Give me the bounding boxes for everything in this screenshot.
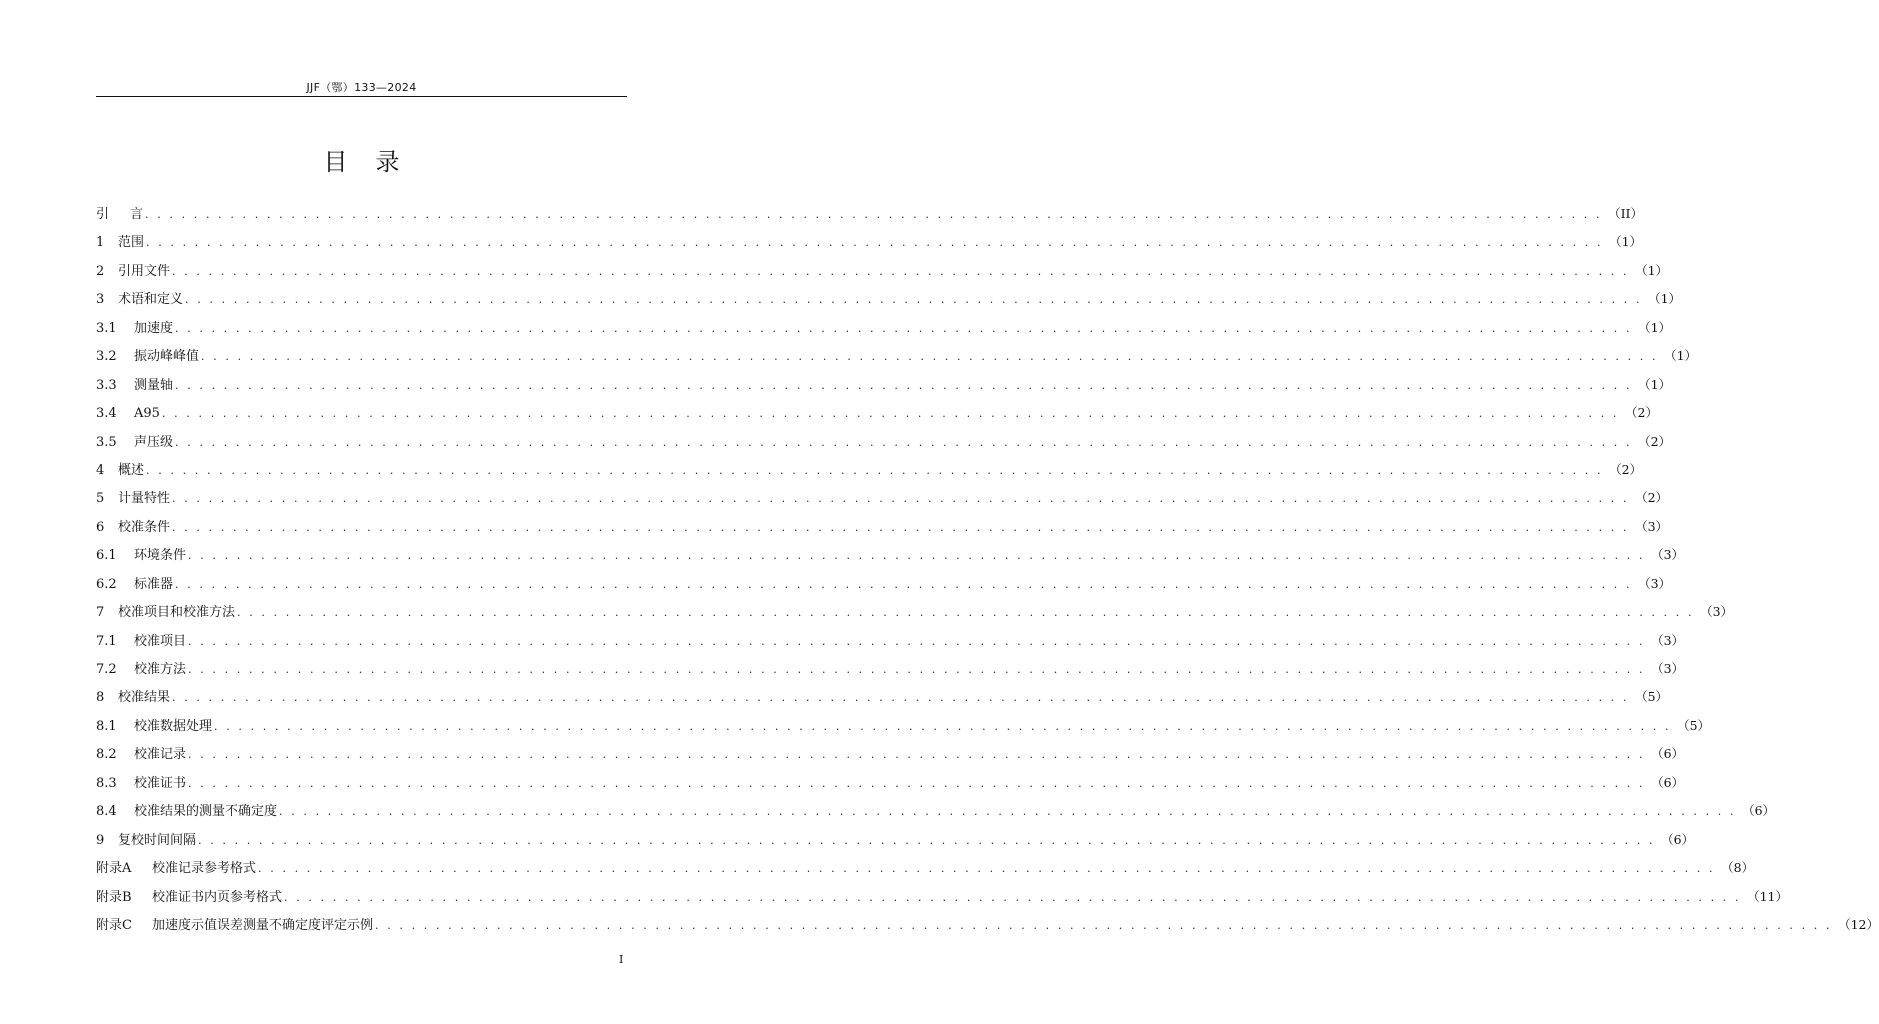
toc-entry[interactable] bbox=[96, 683, 1669, 711]
toc-dot-leader: . . . . . . . . . . . . . . . . . . . . . . . . . . . . . . . . . . . . . . . . . . . . . . . . . . . . . . . . . . . . . . . . . . . . . . . . . . . . . . . . . . . . . . . . . . . . . . . . . . . . . . . . . . . . . . . . . . . . . . . . bbox=[172, 492, 1630, 506]
toc-dot-leader: . . . . . . . . . . . . . . . . . . . . . . . . . . . . . . . . . . . . . . . . . . . . . . . . . . . . . . . . . . . . . . . . . . . . . . . . . . . . . . . . . . . . . . . . . . . . . . . . . . . . . . . . . . . . . . . . . . . . . . . . bbox=[146, 236, 1604, 250]
toc-entry-number: 附录C bbox=[96, 917, 132, 933]
toc-dot-leader: . . . . . . . . . . . . . . . . . . . . . . . . . . . . . . . . . . . . . . . . . . . . . . . . . . . . . . . . . . . . . . . . . . . . . . . . . . . . . . . . . . . . . . . . . . . . . . . . . . . . . . . . . . . . . . . . . . . . . . . . bbox=[146, 463, 1604, 477]
toc-entry-number: 6.1 bbox=[96, 548, 117, 564]
toc-entry[interactable] bbox=[96, 314, 1672, 342]
toc-entry-title bbox=[96, 884, 282, 912]
toc-entry-label: 校准证书内页参考格式 bbox=[152, 889, 283, 905]
toc-entry-number: 附录B bbox=[96, 889, 132, 905]
toc-entry[interactable] bbox=[96, 627, 1685, 655]
toc-entry-number: 4 bbox=[96, 462, 105, 478]
toc-entry-page: （3） bbox=[1700, 604, 1734, 620]
toc-entry-title bbox=[96, 201, 143, 229]
toc-entry-page: （6） bbox=[1742, 803, 1776, 819]
toc-entry-label: A95 bbox=[134, 406, 160, 422]
toc-entry[interactable] bbox=[96, 598, 1734, 626]
toc-entry-title bbox=[96, 571, 173, 599]
toc-entry[interactable] bbox=[96, 883, 1789, 911]
toc-entry[interactable] bbox=[96, 342, 1698, 370]
toc-dot-leader: . . . . . . . . . . . . . . . . . . . . . . . . . . . . . . . . . . . . . . . . . . . . . . . . . . . . . . . . . . . . . . . . . . . . . . . . . . . . . . . . . . . . . . . . . . . . . . . . . . . . . . . . . . . . . . . . . . . . . . . . bbox=[145, 208, 1603, 221]
toc-entry-title bbox=[96, 713, 212, 741]
toc-entry-title bbox=[96, 315, 173, 343]
toc-entry-page: （1） bbox=[1664, 348, 1698, 364]
toc-entry-label: 复校时间间隔 bbox=[118, 832, 197, 848]
toc-entry[interactable] bbox=[96, 228, 1643, 256]
toc-entry-title bbox=[96, 912, 373, 940]
toc-entry-page: （3） bbox=[1651, 661, 1685, 676]
toc-dot-leader: . . . . . . . . . . . . . . . . . . . . . . . . . . . . . . . . . . . . . . . . . . . . . . . . . . . . . . . . . . . . . . . . . . . . . . . . . . . . . . . . . . . . . . . . . . . . . . . . . . . . . . . . . . . . . . . . . . . . . . . . bbox=[188, 663, 1646, 676]
toc-entry-label: 校准记录 bbox=[134, 747, 187, 763]
toc-entry-label: 标准器 bbox=[134, 576, 174, 592]
toc-dot-leader: . . . . . . . . . . . . . . . . . . . . . . . . . . . . . . . . . . . . . . . . . . . . . . . . . . . . . . . . . . . . . . . . . . . . . . . . . . . . . . . . . . . . . . . . . . . . . . . . . . . . . . . . . . . . . . . . . . . . . . . . bbox=[188, 549, 1646, 563]
toc-entry-number: 1 bbox=[96, 235, 105, 251]
toc-entry-page: （1） bbox=[1638, 376, 1672, 392]
toc-entry-number: 6 bbox=[96, 519, 105, 535]
toc-entry-title bbox=[96, 229, 144, 257]
toc-dot-leader: . . . . . . . . . . . . . . . . . . . . . . . . . . . . . . . . . . . . . . . . . . . . . . . . . . . . . . . . . . . . . . . . . . . . . . . . . . . . . . . . . . . . . . . . . . . . . . . . . . . . . . . . . . . . . . . . . . . . . . . . bbox=[258, 862, 1716, 876]
running-header: JJF（鄂）133—2024 bbox=[306, 81, 417, 94]
toc-entry-number: 9 bbox=[96, 832, 105, 848]
toc-dot-leader: . . . . . . . . . . . . . . . . . . . . . . . . . . . . . . . . . . . . . . . . . . . . . . . . . . . . . . . . . . . . . . . . . . . . . . . . . . . . . . . . . . . . . . . . . . . . . . . . . . . . . . . . . . . . . . . . . . . . . . . . bbox=[172, 520, 1630, 534]
toc-dot-leader: . . . . . . . . . . . . . . . . . . . . . . . . . . . . . . . . . . . . . . . . . . . . . . . . . . . . . . . . . . . . . . . . . . . . . . . . . . . . . . . . . . . . . . . . . . . . . . . . . . . . . . . . . . . . . . . . . . . . . . . . bbox=[175, 378, 1633, 392]
toc-entry-label: 校准记录参考格式 bbox=[152, 861, 257, 877]
header-rule bbox=[96, 96, 627, 97]
toc-entry[interactable] bbox=[96, 513, 1669, 541]
toc-entry[interactable] bbox=[96, 456, 1643, 484]
toc-entry[interactable] bbox=[96, 200, 1643, 228]
toc-entry-label: 计量特性 bbox=[118, 491, 171, 507]
toc-entry-title bbox=[96, 343, 199, 371]
toc-entry-label: 加速度 bbox=[134, 320, 174, 336]
toc-entry-label: 校准方法 bbox=[134, 662, 187, 677]
toc-entry-page: （11） bbox=[1747, 888, 1789, 904]
toc-entry-label: 范围 bbox=[118, 235, 145, 251]
toc-entry-label: 校准证书 bbox=[134, 775, 187, 791]
toc-entry-title bbox=[96, 286, 183, 314]
toc-entry-number: 3.1 bbox=[96, 320, 117, 336]
toc-entry-number: 8 bbox=[96, 690, 105, 706]
toc-entry-page: （2） bbox=[1638, 433, 1672, 449]
toc-dot-leader: . . . . . . . . . . . . . . . . . . . . . . . . . . . . . . . . . . . . . . . . . . . . . . . . . . . . . . . . . . . . . . . . . . . . . . . . . . . . . . . . . . . . . . . . . . . . . . . . . . . . . . . . . . . . . . . . . . . . . . . . bbox=[201, 350, 1659, 364]
toc-dot-leader: . . . . . . . . . . . . . . . . . . . . . . . . . . . . . . . . . . . . . . . . . . . . . . . . . . . . . . . . . . . . . . . . . . . . . . . . . . . . . . . . . . . . . . . . . . . . . . . . . . . . . . . . . . . . . . . . . . . . . . . . bbox=[284, 890, 1742, 904]
toc-entry-title bbox=[96, 798, 277, 826]
toc-entry-label: 校准项目和校准方法 bbox=[118, 605, 236, 621]
toc-entry-number: 5 bbox=[96, 491, 105, 507]
toc-entry[interactable] bbox=[96, 740, 1685, 768]
toc-entry[interactable] bbox=[96, 826, 1695, 854]
toc-entry-page: （8） bbox=[1721, 860, 1755, 876]
toc-entry-page: （6） bbox=[1661, 831, 1695, 847]
toc-dot-leader: . . . . . . . . . . . . . . . . . . . . . . . . . . . . . . . . . . . . . . . . . . . . . . . . . . . . . . . . . . . . . . . . . . . . . . . . . . . . . . . . . . . . . . . . . . . . . . . . . . . . . . . . . . . . . . . . . . . . . . . . bbox=[214, 719, 1672, 733]
toc-entry-title bbox=[96, 429, 173, 457]
toc-entry-page: （3） bbox=[1651, 632, 1685, 648]
toc-entry[interactable] bbox=[96, 371, 1672, 399]
toc-entry-number: 8.4 bbox=[96, 804, 117, 820]
toc-entry-page: （2） bbox=[1625, 405, 1658, 421]
toc-entry-title bbox=[96, 372, 173, 400]
toc-entry-number: 6.2 bbox=[96, 576, 117, 592]
toc-entry-title bbox=[96, 485, 170, 513]
toc-entry[interactable] bbox=[96, 797, 1776, 825]
toc-entry[interactable] bbox=[96, 911, 1879, 939]
toc-dot-leader: . . . . . . . . . . . . . . . . . . . . . . . . . . . . . . . . . . . . . . . . . . . . . . . . . . . . . . . . . . . . . . . . . . . . . . . . . . . . . . . . . . . . . . . . . . . . . . . . . . . . . . . . . . . . . . . . . . . . . . . . bbox=[188, 776, 1646, 790]
toc-dot-leader: . . . . . . . . . . . . . . . . . . . . . . . . . . . . . . . . . . . . . . . . . . . . . . . . . . . . . . . . . . . . . . . . . . . . . . . . . . . . . . . . . . . . . . . . . . . . . . . . . . . . . . . . . . . . . . . . . . . . . . . . bbox=[198, 833, 1656, 847]
toc-entry-number: 8.2 bbox=[96, 747, 117, 763]
toc-entry-label: 校准数据处理 bbox=[134, 718, 213, 734]
page-title: 目录 bbox=[323, 148, 428, 176]
toc-entry-page: （3） bbox=[1635, 518, 1669, 534]
toc-entry[interactable] bbox=[96, 285, 1682, 313]
toc-entry-number: 8.1 bbox=[96, 718, 117, 734]
toc-entry-number: 3 bbox=[96, 292, 105, 308]
toc-entry-label: 校准结果 bbox=[118, 690, 171, 706]
toc-dot-leader: . . . . . . . . . . . . . . . . . . . . . . . . . . . . . . . . . . . . . . . . . . . . . . . . . . . . . . . . . . . . . . . . . . . . . . . . . . . . . . . . . . . . . . . . . . . . . . . . . . . . . . . . . . . . . . . . . . . . . . . . bbox=[172, 691, 1630, 705]
toc-entry-label: 声压级 bbox=[134, 434, 174, 450]
toc-entry-page: （1） bbox=[1609, 234, 1643, 250]
toc-entry-title bbox=[96, 684, 170, 712]
page-number: I bbox=[619, 953, 624, 966]
toc-dot-leader: . . . . . . . . . . . . . . . . . . . . . . . . . . . . . . . . . . . . . . . . . . . . . . . . . . . . . . . . . . . . . . . . . . . . . . . . . . . . . . . . . . . . . . . . . . . . . . . . . . . . . . . . . . . . . . . . . . . . . . . . bbox=[279, 805, 1737, 819]
toc-entry-page: （6） bbox=[1651, 746, 1685, 762]
toc-entry-label: 振动峰峰值 bbox=[134, 349, 200, 365]
toc-entry-title bbox=[96, 827, 196, 855]
toc-entry-number: 附录A bbox=[96, 861, 132, 877]
toc-entry[interactable] bbox=[96, 655, 1685, 683]
toc-entry-page: （12） bbox=[1838, 916, 1879, 932]
toc-entry-number: 2 bbox=[96, 263, 105, 279]
toc-entry-page: （II） bbox=[1608, 206, 1643, 221]
toc-entry[interactable] bbox=[96, 570, 1672, 598]
toc-entry-number: 引 bbox=[96, 207, 110, 222]
toc-entry-page: （5） bbox=[1677, 717, 1711, 733]
toc-entry-page: （6） bbox=[1651, 774, 1685, 790]
toc-entry[interactable] bbox=[96, 541, 1685, 569]
toc-entry-title bbox=[96, 628, 186, 656]
toc-entry-number: 7.1 bbox=[96, 633, 117, 649]
toc-entry-title bbox=[96, 514, 170, 542]
toc-dot-leader: . . . . . . . . . . . . . . . . . . . . . . . . . . . . . . . . . . . . . . . . . . . . . . . . . . . . . . . . . . . . . . . . . . . . . . . . . . . . . . . . . . . . . . . . . . . . . . . . . . . . . . . . . . . . . . . . . . . . . . . . bbox=[188, 748, 1646, 762]
toc-entry-number: 7.2 bbox=[96, 662, 117, 677]
toc-dot-leader: . . . . . . . . . . . . . . . . . . . . . . . . . . . . . . . . . . . . . . . . . . . . . . . . . . . . . . . . . . . . . . . . . . . . . . . . . . . . . . . . . . . . . . . . . . . . . . . . . . . . . . . . . . . . . . . . . . . . . . . . bbox=[188, 634, 1646, 648]
toc-entry-label: 环境条件 bbox=[134, 548, 187, 564]
toc-entry[interactable] bbox=[96, 854, 1755, 882]
toc-entry[interactable] bbox=[96, 769, 1685, 797]
toc-dot-leader: . . . . . . . . . . . . . . . . . . . . . . . . . . . . . . . . . . . . . . . . . . . . . . . . . . . . . . . . . . . . . . . . . . . . . . . . . . . . . . . . . . . . . . . . . . . . . . . . . . . . . . . . . . . . . . . . . . . . . . . . bbox=[172, 264, 1630, 278]
toc-entry-title bbox=[96, 542, 186, 570]
toc-entry-label: 校准结果的测量不确定度 bbox=[134, 804, 278, 820]
toc-entry-title bbox=[96, 400, 160, 428]
toc-entry-label: 术语和定义 bbox=[118, 292, 184, 308]
toc-entry-title bbox=[96, 741, 186, 769]
toc-dot-leader: . . . . . . . . . . . . . . . . . . . . . . . . . . . . . . . . . . . . . . . . . . . . . . . . . . . . . . . . . . . . . . . . . . . . . . . . . . . . . . . . . . . . . . . . . . . . . . . . . . . . . . . . . . . . . . . . . . . . . . . . bbox=[185, 293, 1643, 307]
table-of-contents bbox=[96, 200, 1879, 939]
toc-dot-leader: . . . . . . . . . . . . . . . . . . . . . . . . . . . . . . . . . . . . . . . . . . . . . . . . . . . . . . . . . . . . . . . . . . . . . . . . . . . . . . . . . . . . . . . . . . . . . . . . . . . . . . . . . . . . . . . . . . . . . . . . bbox=[175, 435, 1633, 449]
toc-entry[interactable] bbox=[96, 712, 1711, 740]
toc-entry-label: 加速度示值误差测量不确定度评定示例 bbox=[152, 917, 374, 933]
toc-entry[interactable] bbox=[96, 428, 1672, 456]
toc-entry-label: 概述 bbox=[118, 462, 145, 478]
toc-entry-number: 3.4 bbox=[96, 406, 117, 422]
toc-entry-title bbox=[96, 457, 144, 485]
toc-entry-page: （1） bbox=[1635, 262, 1669, 278]
toc-entry-title bbox=[96, 258, 170, 286]
toc-entry[interactable] bbox=[96, 484, 1669, 512]
toc-entry-page: （2） bbox=[1635, 490, 1669, 506]
toc-entry-label: 引用文件 bbox=[118, 263, 171, 279]
toc-entry-page: （3） bbox=[1638, 575, 1672, 591]
toc-dot-leader: . . . . . . . . . . . . . . . . . . . . . . . . . . . . . . . . . . . . . . . . . . . . . . . . . . . . . . . . . . . . . . . . . . . . . . . . . . . . . . . . . . . . . . . . . . . . . . . . . . . . . . . . . . . . . . . . . . . . . . . . bbox=[375, 918, 1833, 932]
toc-dot-leader: . . . . . . . . . . . . . . . . . . . . . . . . . . . . . . . . . . . . . . . . . . . . . . . . . . . . . . . . . . . . . . . . . . . . . . . . . . . . . . . . . . . . . . . . . . . . . . . . . . . . . . . . . . . . . . . . . . . . . . . . bbox=[161, 407, 1620, 421]
toc-entry-number: 8.3 bbox=[96, 775, 117, 791]
toc-entry-number: 7 bbox=[96, 605, 105, 621]
toc-entry[interactable] bbox=[96, 399, 1658, 427]
toc-entry-page: （2） bbox=[1609, 461, 1643, 477]
toc-dot-leader: . . . . . . . . . . . . . . . . . . . . . . . . . . . . . . . . . . . . . . . . . . . . . . . . . . . . . . . . . . . . . . . . . . . . . . . . . . . . . . . . . . . . . . . . . . . . . . . . . . . . . . . . . . . . . . . . . . . . . . . . bbox=[175, 577, 1633, 591]
toc-entry-number: 3.3 bbox=[96, 377, 117, 393]
toc-dot-leader: . . . . . . . . . . . . . . . . . . . . . . . . . . . . . . . . . . . . . . . . . . . . . . . . . . . . . . . . . . . . . . . . . . . . . . . . . . . . . . . . . . . . . . . . . . . . . . . . . . . . . . . . . . . . . . . . . . . . . . . . bbox=[175, 321, 1633, 335]
toc-entry-label: 校准条件 bbox=[118, 519, 171, 535]
toc-entry-page: （5） bbox=[1635, 689, 1669, 705]
toc-entry[interactable] bbox=[96, 257, 1669, 285]
toc-entry-label: 言 bbox=[130, 207, 144, 222]
toc-entry-number: 3.5 bbox=[96, 434, 117, 450]
toc-entry-page: （3） bbox=[1651, 547, 1685, 563]
toc-entry-title bbox=[96, 770, 186, 798]
toc-entry-page: （1） bbox=[1648, 291, 1682, 307]
toc-entry-title bbox=[96, 656, 186, 684]
toc-entry-label: 校准项目 bbox=[134, 633, 187, 649]
toc-dot-leader: . . . . . . . . . . . . . . . . . . . . . . . . . . . . . . . . . . . . . . . . . . . . . . . . . . . . . . . . . . . . . . . . . . . . . . . . . . . . . . . . . . . . . . . . . . . . . . . . . . . . . . . . . . . . . . . . . . . . . . . . bbox=[237, 606, 1695, 620]
toc-entry-number: 3.2 bbox=[96, 349, 117, 365]
toc-entry-title bbox=[96, 599, 235, 627]
toc-entry-label: 测量轴 bbox=[134, 377, 174, 393]
toc-entry-title bbox=[96, 855, 256, 883]
toc-entry-page: （1） bbox=[1638, 319, 1672, 335]
